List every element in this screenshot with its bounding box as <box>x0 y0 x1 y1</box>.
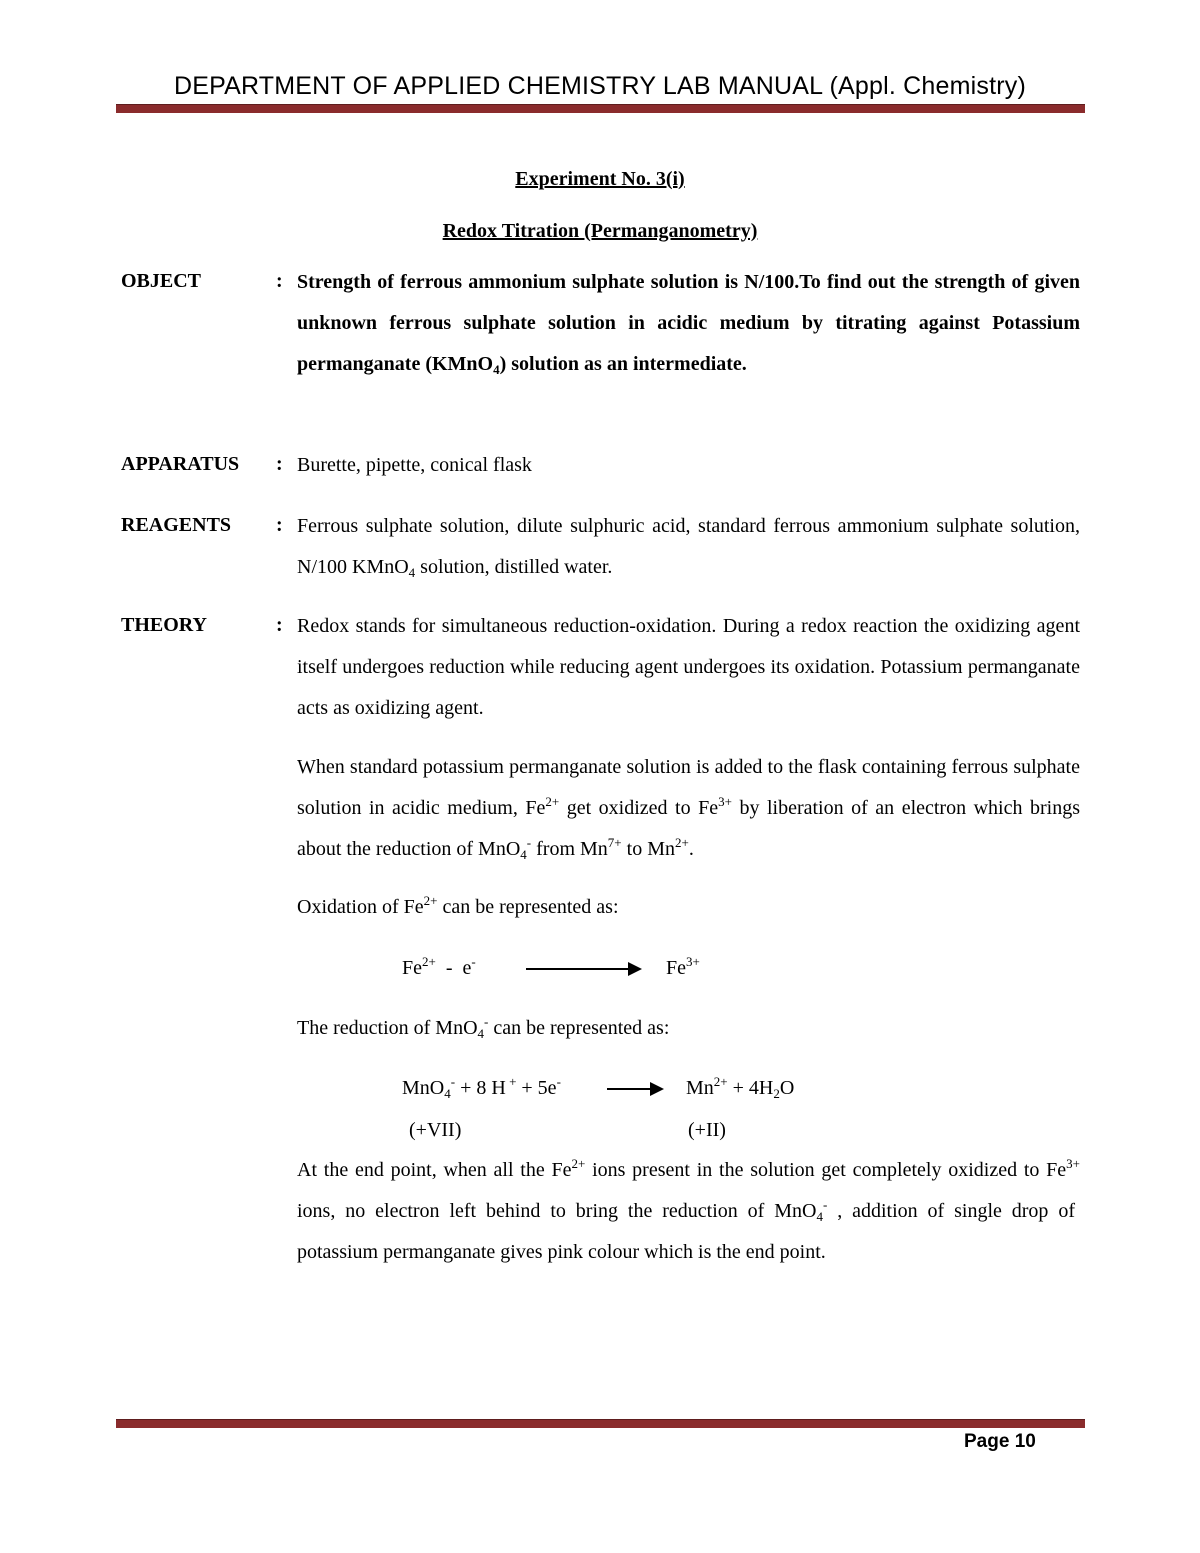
oxidation-state-right: (+II) <box>688 1119 726 1141</box>
header-title: DEPARTMENT OF APPLIED CHEMISTRY LAB MANUAL (Appl. Chemistry) <box>173 72 1026 100</box>
theory-paragraph-1: Redox stands for simultaneous reduction-oxidation. During a redox reaction the oxidizing agent itself undergoes reduction while reducing agent undergoes its oxidation. Potassium permanganate acts as oxidizing agent. <box>297 615 1080 719</box>
reagents-text: Ferrous sulphate solution, dilute sulphuric acid, standard ferrous ammonium sulphate solution, N/100 KMnO$_4$ solution, distilled water. <box>297 515 1080 580</box>
reagents-label: REAGENTS <box>121 514 232 536</box>
experiment-number: Experiment No. 3(i) <box>515 168 685 190</box>
apparatus-text: Burette, pipette, conical flask <box>297 454 532 476</box>
theory-paragraph-3: At the end point, when all the $Fe^{2+}$ ions present in the solution get completely oxidized to $Fe^{3+}$ ions, no electron left behind to bring the reduction of MnO$_4$- , addition of single drop of potassium permanganate gives pink colour which is the end point. <box>297 1156 1080 1263</box>
reaction-arrow-2 <box>607 1088 662 1090</box>
reagents-colon: : <box>276 514 283 536</box>
oxidation-equation-left: $Fe^{2+} - e^-$ <box>402 954 476 979</box>
object-text: Strength of ferrous ammonium sulphate solution is N/100.To find out the strength of given unknown ferrous sulphate solution in acidic medium by titrating against Potassium permanganate (KMnO$_4$) solution as an intermediate. <box>297 271 1080 377</box>
theory-label: THEORY <box>121 614 207 636</box>
apparatus-label: APPARATUS <box>121 453 240 475</box>
apparatus-colon: : <box>276 453 283 475</box>
reduction-intro: The reduction of MnO$_4$- can be represented as: <box>297 1014 670 1041</box>
header-rule <box>116 104 1085 113</box>
theory-paragraph-2: When standard potassium permanganate solution is added to the flask containing ferrous sulphate solution in acidic medium, $Fe^{2+}$ get oxidized to $Fe^{3+}$ by liberation of an electron which brings about the reduction of MnO$_4$- from $Mn^{7+}$ to $Mn^{2+}$. <box>297 756 1080 862</box>
experiment-title: Redox Titration (Permanganometry) <box>442 220 758 242</box>
oxidation-equation-right: $Fe^{3+}$ <box>666 954 700 979</box>
object-label: OBJECT <box>121 270 202 292</box>
object-colon: : <box>276 270 283 292</box>
reduction-equation-left: MnO$_4$- + 8 H + + 5e- <box>402 1074 561 1101</box>
oxidation-state-left: (+VII) <box>409 1119 462 1141</box>
theory-colon: : <box>276 614 283 636</box>
page-number: Page 10 <box>964 1431 1036 1452</box>
footer-rule <box>116 1419 1085 1428</box>
reduction-equation-right: $Mn^{2+} + 4H_2O$ <box>686 1074 795 1101</box>
reaction-arrow-1 <box>526 968 640 970</box>
oxidation-intro: Oxidation of $Fe^{2+}$ can be represented as: <box>297 893 619 918</box>
